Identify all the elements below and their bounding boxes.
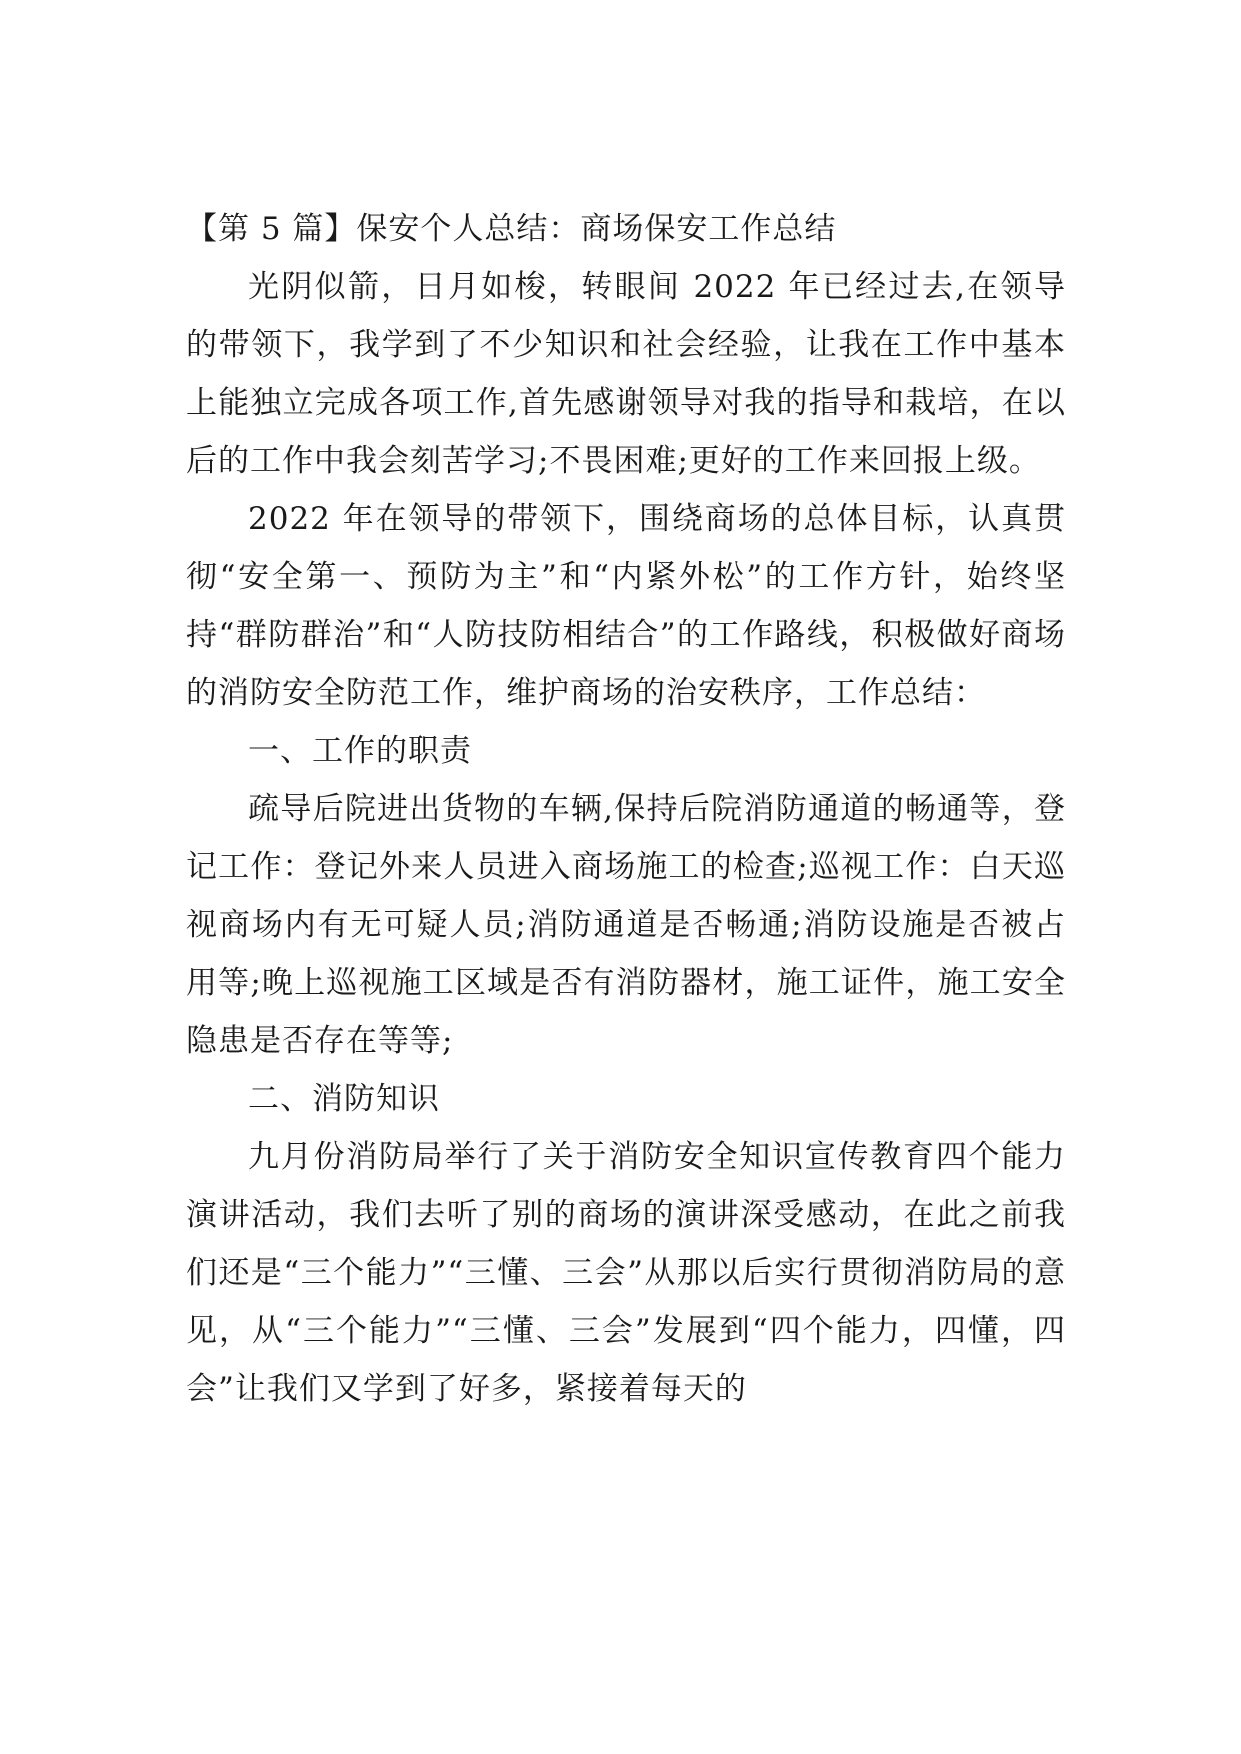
section-heading-duties: 一、工作的职责 <box>248 733 472 769</box>
section-heading-fire-knowledge: 二、消防知识 <box>248 1081 440 1117</box>
paragraph-fire-knowledge: 九月份消防局举行了关于消防安全知识宣传教育四个能力演讲活动，我们去听了别的商场的演讲深受感动，在此之前我们还是“三个能力”“三懂、三会”从那以后实行贯彻消防局的意见，从“三个能力”“三懂、三会”发展到“四个能力，四懂，四会”让我们又学到了好多，紧接着每天的 <box>186 1139 1066 1407</box>
paragraph-intro: 光阴似箭，日月如梭，转眼间 2022 年已经过去,在领导的带领下，我学到了不少知识和社会经验，让我在工作中基本上能独立完成各项工作,首先感谢领导对我的指导和栽培，在以后的工作中我会刻苦学习;不畏困难;更好的工作来回报上级。 <box>186 269 1066 479</box>
document-title: 【第 5 篇】保安个人总结：商场保安工作总结 <box>186 211 837 247</box>
document-body <box>186 200 1066 1418</box>
paragraph-overview: 2022 年在领导的带领下，围绕商场的总体目标，认真贯彻“安全第一、预防为主”和“内紧外松”的工作方针，始终坚持“群防群治”和“人防技防相结合”的工作路线，积极做好商场的消防安全防范工作，维护商场的治安秩序，工作总结： <box>186 501 1066 711</box>
paragraph-duties: 疏导后院进出货物的车辆,保持后院消防通道的畅通等，登记工作：登记外来人员进入商场施工的检查;巡视工作：白天巡视商场内有无可疑人员;消防通道是否畅通;消防设施是否被占用等;晚上巡视施工区域是否有消防器材，施工证件，施工安全隐患是否存在等等; <box>186 791 1066 1059</box>
